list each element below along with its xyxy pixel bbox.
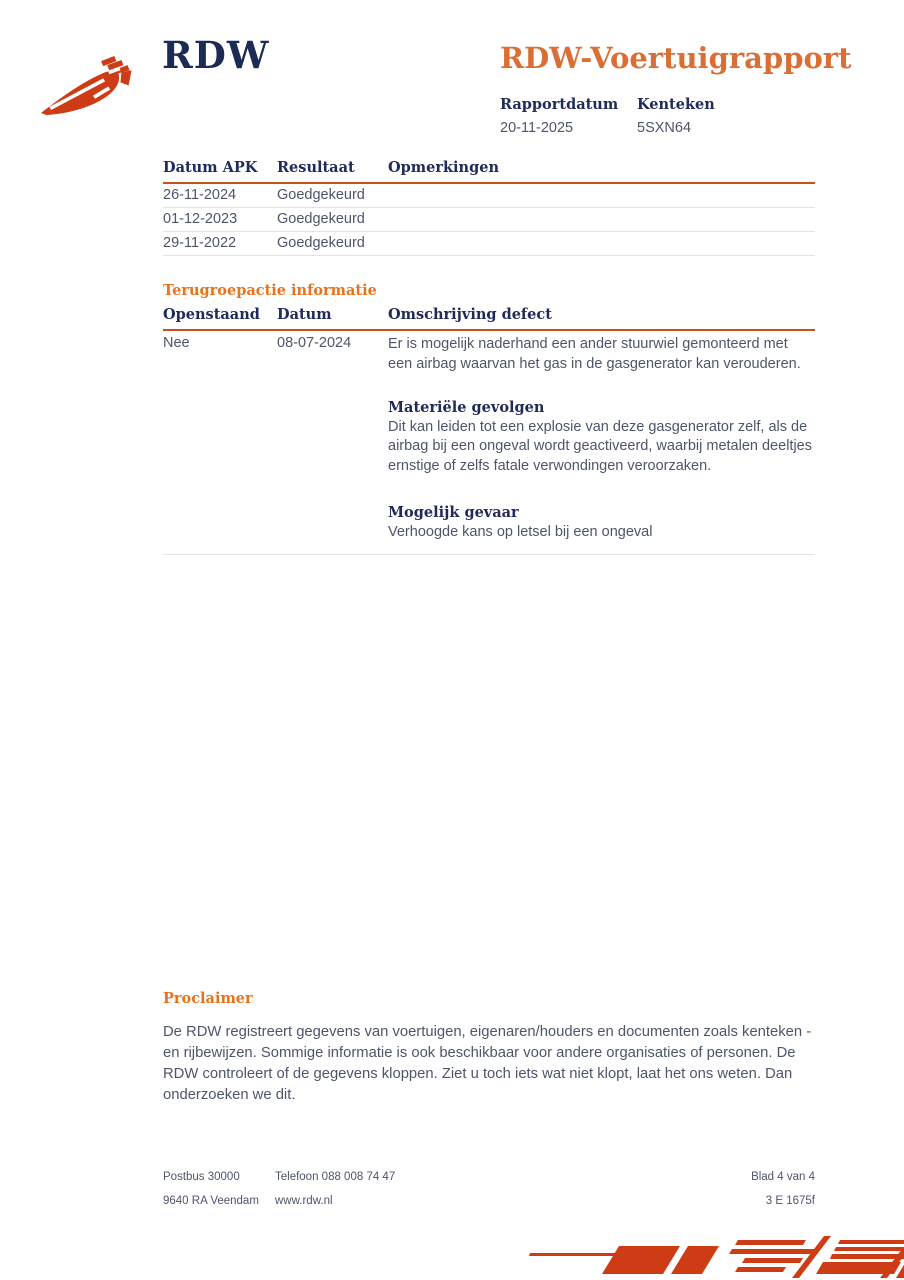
recall-table-header [163,306,815,331]
cell-opmerkingen [388,211,815,227]
cell-datum: 29-11-2022 [163,235,237,251]
possible-danger-heading: Mogelijk gevaar [388,504,519,521]
footer-doc-code: 3 E 1675f [765,1195,815,1207]
footer-row [163,1171,815,1183]
recall-info-section [163,282,815,555]
page-title: RDW-Voertuigrapport [500,41,852,75]
possible-danger-text: Verhoogde kans op letsel bij een ongeval [388,523,653,540]
page-footer [163,1171,815,1219]
proclaimer-text: De RDW registreert gegevens van voertuigen, eigenaren/houders en documenten zoals kenteken - en rijbewijzen. Sommige informatie is ook beschikbaar voor andere organisaties of personen. De RDW controleert of de gegevens kloppen. Ziet u toch iets wat niet klopt, laat het ons weten. Dan onderzoeken we dit. [163,1024,812,1103]
col-header-opmerkingen: Opmerkingen [388,159,499,176]
cell-resultaat: Goedgekeurd [277,211,365,227]
apk-table-header [163,159,815,184]
table-row [163,232,815,256]
footer-website: www.rdw.nl [275,1195,333,1207]
cell-defect-description [388,335,815,542]
footer-city: 9640 RA Veendam [163,1195,259,1207]
cell-opmerkingen [388,235,815,251]
recall-section-title: Terugroepactie informatie [163,282,377,299]
footer-postbus: Postbus 30000 [163,1171,240,1183]
license-plate-label: Kenteken [637,96,715,113]
material-consequences-text: Dit kan leiden tot een explosie van deze gasgenerator zelf, als de airbag bij een ongeval wordt geactiveerd, waarbij metalen deeltjes ernstige of zelfs fatale verwondingen veroorzaken. [388,418,812,474]
material-consequences-heading: Materiële gevolgen [388,399,545,416]
cell-datum: 08-07-2024 [277,335,352,351]
cell-resultaat: Goedgekeurd [277,235,365,251]
footer-phone: Telefoon 088 008 74 47 [275,1171,396,1183]
proclaimer-title: Proclaimer [163,990,253,1007]
col-header-datum: Datum [277,306,332,323]
apk-history-table [163,159,815,256]
cell-datum: 01-12-2023 [163,211,238,227]
rdw-wordmark: RDW [162,33,270,77]
speed-stripes-graphic [520,1234,904,1280]
report-meta [500,96,715,136]
col-header-omschrijving-defect: Omschrijving defect [388,306,552,323]
defect-text: Er is mogelijk naderhand een ander stuurwiel gemonteerd met een airbag waarvan het gas in de gasgenerator kan verouderen. [388,336,801,372]
col-header-datum-apk: Datum APK [163,159,258,176]
report-date-label: Rapportdatum [500,96,619,113]
col-header-openstaand: Openstaand [163,306,260,323]
license-plate-value: 5SXN64 [637,120,692,136]
proclaimer-section [163,990,815,1106]
footer-page-number: Blad 4 van 4 [751,1171,815,1183]
table-row [163,184,815,208]
cell-opmerkingen [388,187,815,203]
cell-datum: 26-11-2024 [163,187,237,203]
cell-resultaat: Goedgekeurd [277,187,365,203]
col-header-resultaat: Resultaat [277,159,355,176]
table-row [163,208,815,232]
report-date-value: 20-11-2025 [500,120,574,136]
footer-row [163,1195,815,1207]
rdw-feather-logo-icon [34,48,156,126]
recall-table-row [163,331,815,555]
cell-openstaand: Nee [163,335,190,351]
